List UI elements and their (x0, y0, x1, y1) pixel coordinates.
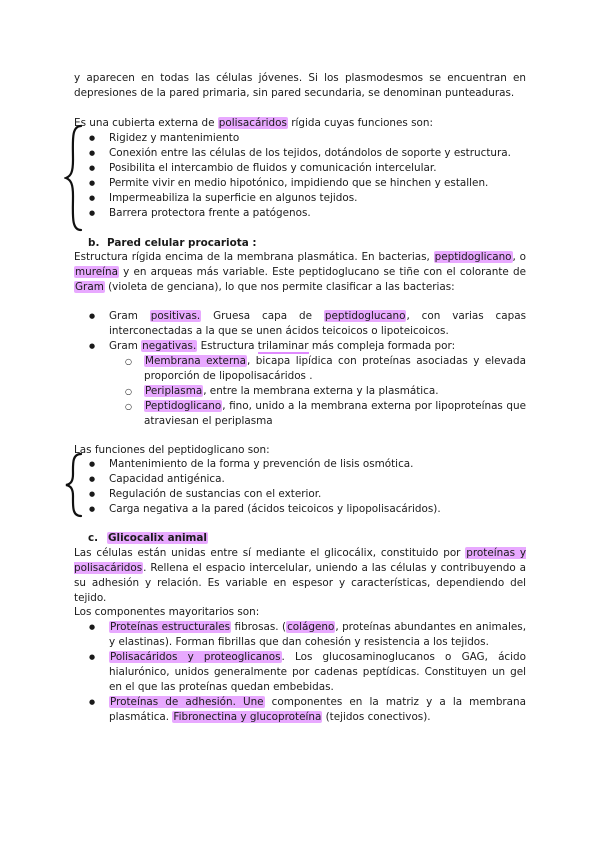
section-b-heading: b. Pared celular procariota : (88, 237, 257, 249)
highlight-positivas: positivas. (150, 310, 201, 322)
cell-wall-lead: Es una cubierta externa de polisacáridos rígida cuyas funciones son: (74, 117, 433, 129)
list-item: ● Posibilita el intercambio de fluidos y comunicación intercelular. (74, 161, 526, 176)
list-item-structural-proteins: ● Proteínas estructurales fibrosas. (colágeno, proteínas abundantes en animales, y elastinas). Forman fibrillas que dan cohesión y resistencia a los tejidos. (74, 620, 526, 650)
highlight-peptidoglicano: peptidoglicano (434, 251, 512, 263)
list-item: ● Rigidez y mantenimiento (74, 131, 526, 146)
gram-list (74, 309, 526, 429)
section-c-paragraph: Las células están unidas entre sí mediante el glicocálix, constituido por proteínas y polisacáridos. Rellena el espacio intercelular, uniendo a las células y contribuyendo a su adhesión y relación. Es variable en espesor y características, dependiendo del tejido. (74, 547, 527, 604)
highlight-glicocalix-title: Glicocalix animal (108, 532, 207, 544)
list-item: ● Conexión entre las células de los tejidos, dotándolos de soporte y estructura. (74, 146, 526, 161)
list-item-gram-negative: ● Gram negativas. Estructura trilaminar más compleja formada por: ○ Membrana externa, bicapa lipídica con proteínas asociadas y elevada proporción de lipopolisacáridos . ○ Periplasma, entre la membrana externa y la plasmática. ○ Peptidoglicano, fino, unido a la membrana externa por lipoproteínas que atraviesan el periplasma (74, 339, 526, 429)
section-c-heading: c. Glicocalix animal (88, 532, 207, 544)
highlight-proteinas-adhesion: Proteínas de adhesión. Une (110, 696, 264, 708)
highlight-polisacaridos: polisacáridos (218, 117, 287, 129)
highlight-periplasma: Periplasma (145, 385, 203, 397)
list-item: ● Carga negativa a la pared (ácidos teicoicos y lipopolisacáridos). (74, 502, 526, 517)
list-item: ● Capacidad antigénica. (74, 472, 526, 487)
list-item: ● Impermeabiliza la superficie en algunos tejidos. (74, 191, 526, 206)
list-item-adhesion-proteins: ● Proteínas de adhesión. Une componentes en la matriz y a la membrana plasmática. Fibronectina y glucoproteína (tejidos conectivos). (74, 695, 526, 725)
peptidoglycan-functions-list (74, 457, 526, 517)
list-item: ● Regulación de sustancias con el exterior. (74, 487, 526, 502)
gram-negative-sublist (109, 354, 526, 429)
peptidoglycan-functions-lead: Las funciones del peptidoglicano son: (74, 444, 270, 456)
cell-wall-functions-list (74, 131, 526, 221)
highlight-polisacaridos-proteoglicanos: Polisacáridos y proteoglicanos (110, 651, 281, 663)
highlight-membrana-externa: Membrana externa (145, 355, 246, 367)
section-b-paragraph: Estructura rígida encima de la membrana plasmática. En bacterias, peptidoglicano, o mureína y en arqueas más variable. Este peptidoglucano se tiñe con el colorante de Gram (violeta de genciana), lo que nos permite clasificar a las bacterias: (74, 251, 526, 293)
highlight-proteinas-estructurales: Proteínas estructurales (110, 621, 231, 633)
underline-trilaminar: trilaminar (257, 340, 309, 352)
sublist-item: ○ Peptidoglicano, fino, unido a la membrana externa por lipoproteínas que atraviesan el periplasma (109, 399, 526, 429)
list-item-polysaccharides: ● Polisacáridos y proteoglicanos. Los glucosaminoglucanos o GAG, ácido hialurónico, unidos generalmente por cadenas peptídicas. Constituyen un gel en el que las proteínas quedan embebidas. (74, 650, 526, 695)
highlight-peptidoglicano-2: Peptidoglicano (145, 400, 222, 412)
highlight-proteinas-polisacaridos: proteínas y polisacáridos (74, 547, 527, 574)
sublist-item: ○ Membrana externa, bicapa lipídica con proteínas asociadas y elevada proporción de lipopolisacáridos . (109, 354, 526, 384)
list-item: ● Mantenimiento de la forma y prevención de lisis osmótica. (74, 457, 526, 472)
components-lead: Los componentes mayoritarios son: (74, 606, 260, 618)
components-list (74, 620, 526, 725)
highlight-mureina: mureína (75, 266, 118, 278)
highlight-colageno: colágeno (287, 621, 335, 633)
highlight-fibronectina: Fibronectina y glucoproteína (173, 711, 322, 723)
highlight-gram: Gram (75, 281, 104, 293)
list-item-gram-positive: ● Gram positivas. Gruesa capa de peptidoglucano, con varias capas interconectadas a la que se unen ácidos teicoicos o lipoteicoicos. (74, 309, 526, 339)
highlight-peptidoglucano: peptidoglucano (324, 310, 406, 322)
intro-paragraph: y aparecen en todas las células jóvenes. Si los plasmodesmos se encuentran en depresiones de la pared primaria, sin pared secundaria, se denominan punteaduras. (74, 72, 526, 99)
list-item: ● Barrera protectora frente a patógenos. (74, 206, 526, 221)
sublist-item: ○ Periplasma, entre la membrana externa y la plasmática. (109, 384, 526, 399)
highlight-negativas: negativas. (142, 340, 197, 352)
list-item: ● Permite vivir en medio hipotónico, impidiendo que se hinchen y estallen. (74, 176, 526, 191)
